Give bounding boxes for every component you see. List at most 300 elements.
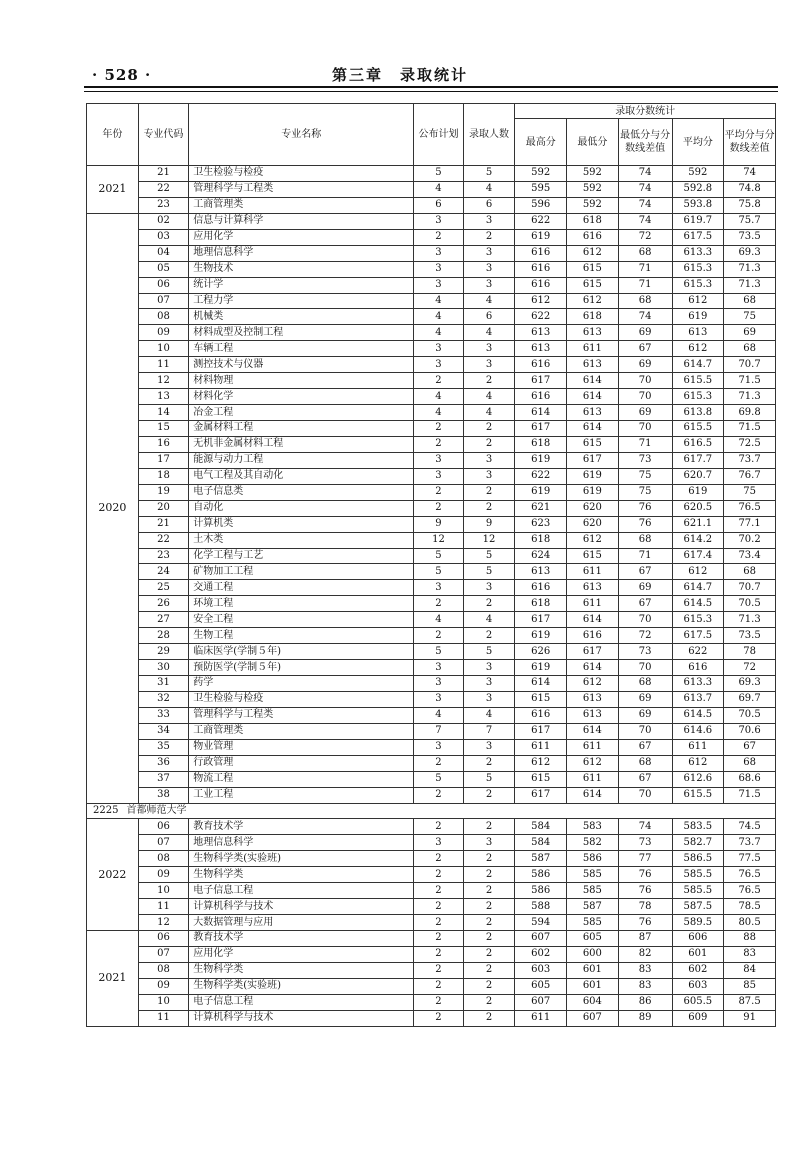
code-cell: 05 <box>138 261 189 277</box>
plan-cell: 2 <box>414 373 464 389</box>
major-cell: 电子信息类 <box>189 484 414 500</box>
max-cell: 616 <box>515 261 567 277</box>
plan-cell: 3 <box>414 341 464 357</box>
max-cell: 619 <box>515 452 567 468</box>
table-row <box>87 851 776 867</box>
plan-cell: 2 <box>414 421 464 437</box>
table-row <box>87 468 776 484</box>
min-cell: 586 <box>567 851 619 867</box>
avg-cell: 611 <box>672 739 724 755</box>
plan-cell: 3 <box>414 660 464 676</box>
max-cell: 587 <box>515 851 567 867</box>
admitted-cell: 2 <box>463 978 515 994</box>
admitted-cell: 2 <box>463 596 515 612</box>
admitted-cell: 12 <box>463 532 515 548</box>
plan-cell: 2 <box>414 1010 464 1026</box>
code-cell: 23 <box>138 548 189 564</box>
max-cell: 596 <box>515 197 567 213</box>
avg-cell: 585.5 <box>672 867 724 883</box>
avg-diff-cell: 91 <box>724 1010 776 1026</box>
major-cell: 机械类 <box>189 309 414 325</box>
min-diff-cell: 69 <box>618 325 672 341</box>
code-cell: 06 <box>138 819 189 835</box>
min-diff-cell: 70 <box>618 373 672 389</box>
min-cell: 611 <box>567 564 619 580</box>
min-diff-cell: 83 <box>618 978 672 994</box>
avg-cell: 619 <box>672 484 724 500</box>
plan-cell: 2 <box>414 436 464 452</box>
min-diff-cell: 76 <box>618 915 672 931</box>
plan-cell: 3 <box>414 277 464 293</box>
min-cell: 617 <box>567 644 619 660</box>
admitted-cell: 3 <box>463 739 515 755</box>
min-diff-cell: 74 <box>618 819 672 835</box>
max-cell: 619 <box>515 628 567 644</box>
avg-diff-cell: 68 <box>724 293 776 309</box>
major-cell: 冶金工程 <box>189 405 414 421</box>
avg-diff-cell: 69.3 <box>724 245 776 261</box>
admitted-cell: 4 <box>463 612 515 628</box>
min-cell: 614 <box>567 373 619 389</box>
avg-diff-cell: 76.7 <box>724 468 776 484</box>
major-cell: 安全工程 <box>189 612 414 628</box>
admitted-cell: 2 <box>463 962 515 978</box>
major-cell: 教育技术学 <box>189 931 414 947</box>
avg-diff-cell: 76.5 <box>724 500 776 516</box>
major-cell: 土木类 <box>189 532 414 548</box>
min-diff-cell: 73 <box>618 452 672 468</box>
admitted-cell: 2 <box>463 819 515 835</box>
avg-diff-cell: 68.6 <box>724 771 776 787</box>
max-cell: 595 <box>515 181 567 197</box>
avg-diff-cell: 70.2 <box>724 532 776 548</box>
institution-name: 首都师范大学 <box>126 804 187 816</box>
plan-cell: 7 <box>414 723 464 739</box>
min-cell: 611 <box>567 739 619 755</box>
major-cell: 卫生检验与检疫 <box>189 691 414 707</box>
table-row <box>87 660 776 676</box>
min-diff-cell: 70 <box>618 421 672 437</box>
admitted-cell: 2 <box>463 421 515 437</box>
code-cell: 15 <box>138 421 189 437</box>
max-cell: 616 <box>515 389 567 405</box>
admitted-cell: 3 <box>463 580 515 596</box>
min-cell: 618 <box>567 309 619 325</box>
avg-cell: 616.5 <box>672 436 724 452</box>
plan-cell: 4 <box>414 181 464 197</box>
avg-diff-cell: 71.3 <box>724 277 776 293</box>
avg-cell: 614.7 <box>672 580 724 596</box>
max-cell: 622 <box>515 468 567 484</box>
avg-cell: 612 <box>672 755 724 771</box>
major-cell: 工商管理类 <box>189 197 414 213</box>
plan-cell: 2 <box>414 883 464 899</box>
major-cell: 工程力学 <box>189 293 414 309</box>
min-diff-cell: 72 <box>618 628 672 644</box>
max-cell: 594 <box>515 915 567 931</box>
min-diff-cell: 68 <box>618 755 672 771</box>
admitted-cell: 6 <box>463 197 515 213</box>
table-row <box>87 484 776 500</box>
avg-diff-cell: 71.3 <box>724 612 776 628</box>
avg-cell: 587.5 <box>672 899 724 915</box>
table-row <box>87 978 776 994</box>
min-diff-cell: 73 <box>618 835 672 851</box>
plan-cell: 5 <box>414 771 464 787</box>
min-diff-cell: 83 <box>618 962 672 978</box>
avg-cell: 615.5 <box>672 787 724 803</box>
code-cell: 13 <box>138 389 189 405</box>
avg-cell: 622 <box>672 644 724 660</box>
table-row <box>87 819 776 835</box>
admitted-cell: 5 <box>463 564 515 580</box>
plan-cell: 2 <box>414 787 464 803</box>
major-cell: 自动化 <box>189 500 414 516</box>
min-diff-cell: 70 <box>618 660 672 676</box>
avg-cell: 602 <box>672 962 724 978</box>
avg-cell: 620.7 <box>672 468 724 484</box>
header-rule-thin <box>84 91 778 92</box>
plan-cell: 4 <box>414 405 464 421</box>
max-cell: 607 <box>515 994 567 1010</box>
max-cell: 619 <box>515 484 567 500</box>
table-row <box>87 946 776 962</box>
table-row <box>87 325 776 341</box>
institution-cell <box>87 803 776 819</box>
plan-cell: 2 <box>414 915 464 931</box>
code-cell: 11 <box>138 357 189 373</box>
table-row <box>87 277 776 293</box>
min-cell: 612 <box>567 293 619 309</box>
min-diff-cell: 67 <box>618 596 672 612</box>
admitted-cell: 2 <box>463 883 515 899</box>
code-cell: 09 <box>138 325 189 341</box>
max-cell: 615 <box>515 691 567 707</box>
major-cell: 行政管理 <box>189 755 414 771</box>
min-cell: 612 <box>567 532 619 548</box>
admitted-cell: 3 <box>463 468 515 484</box>
table-row <box>87 516 776 532</box>
min-diff-cell: 69 <box>618 691 672 707</box>
major-cell: 临床医学(学制５年) <box>189 644 414 660</box>
code-cell: 20 <box>138 500 189 516</box>
admitted-cell: 4 <box>463 389 515 405</box>
min-cell: 614 <box>567 660 619 676</box>
plan-cell: 2 <box>414 851 464 867</box>
min-diff-cell: 74 <box>618 213 672 229</box>
code-cell: 34 <box>138 723 189 739</box>
min-diff-cell: 71 <box>618 548 672 564</box>
header-year: 年份 <box>87 104 139 166</box>
avg-diff-cell: 76.5 <box>724 883 776 899</box>
plan-cell: 4 <box>414 389 464 405</box>
avg-diff-cell: 73.7 <box>724 452 776 468</box>
min-cell: 619 <box>567 468 619 484</box>
code-cell: 12 <box>138 373 189 389</box>
plan-cell: 3 <box>414 468 464 484</box>
code-cell: 14 <box>138 405 189 421</box>
avg-diff-cell: 70.5 <box>724 707 776 723</box>
code-cell: 08 <box>138 851 189 867</box>
code-cell: 32 <box>138 691 189 707</box>
max-cell: 584 <box>515 835 567 851</box>
avg-diff-cell: 77.1 <box>724 516 776 532</box>
min-cell: 615 <box>567 261 619 277</box>
code-cell: 35 <box>138 739 189 755</box>
plan-cell: 4 <box>414 309 464 325</box>
code-cell: 11 <box>138 899 189 915</box>
avg-cell: 617.7 <box>672 452 724 468</box>
avg-cell: 592.8 <box>672 181 724 197</box>
avg-diff-cell: 77.5 <box>724 851 776 867</box>
admitted-cell: 2 <box>463 500 515 516</box>
min-diff-cell: 73 <box>618 644 672 660</box>
admitted-cell: 2 <box>463 628 515 644</box>
min-diff-cell: 67 <box>618 739 672 755</box>
admission-stats-table <box>86 103 776 1027</box>
avg-diff-cell: 69.7 <box>724 691 776 707</box>
plan-cell: 6 <box>414 197 464 213</box>
major-cell: 生物科学类 <box>189 962 414 978</box>
min-diff-cell: 89 <box>618 1010 672 1026</box>
institution-code: 2225 <box>93 804 119 816</box>
admitted-cell: 2 <box>463 755 515 771</box>
major-cell: 计算机科学与技术 <box>189 899 414 915</box>
min-cell: 615 <box>567 436 619 452</box>
plan-cell: 3 <box>414 835 464 851</box>
major-cell: 管理科学与工程类 <box>189 181 414 197</box>
table-row <box>87 436 776 452</box>
min-diff-cell: 71 <box>618 436 672 452</box>
max-cell: 592 <box>515 166 567 182</box>
year-cell: 2020 <box>87 213 139 803</box>
admitted-cell: 2 <box>463 851 515 867</box>
avg-diff-cell: 68 <box>724 564 776 580</box>
min-cell: 605 <box>567 931 619 947</box>
min-cell: 613 <box>567 707 619 723</box>
avg-diff-cell: 68 <box>724 341 776 357</box>
max-cell: 612 <box>515 755 567 771</box>
max-cell: 614 <box>515 676 567 692</box>
min-cell: 585 <box>567 915 619 931</box>
avg-cell: 615.3 <box>672 277 724 293</box>
code-cell: 11 <box>138 1010 189 1026</box>
avg-diff-cell: 85 <box>724 978 776 994</box>
table-row <box>87 580 776 596</box>
avg-cell: 612 <box>672 341 724 357</box>
max-cell: 619 <box>515 229 567 245</box>
min-cell: 600 <box>567 946 619 962</box>
plan-cell: 2 <box>414 962 464 978</box>
admitted-cell: 2 <box>463 436 515 452</box>
code-cell: 09 <box>138 978 189 994</box>
max-cell: 611 <box>515 739 567 755</box>
major-cell: 电气工程及其自动化 <box>189 468 414 484</box>
max-cell: 607 <box>515 931 567 947</box>
code-cell: 10 <box>138 341 189 357</box>
max-cell: 624 <box>515 548 567 564</box>
avg-cell: 619.7 <box>672 213 724 229</box>
code-cell: 24 <box>138 564 189 580</box>
min-cell: 616 <box>567 229 619 245</box>
avg-cell: 614.2 <box>672 532 724 548</box>
plan-cell: 5 <box>414 564 464 580</box>
max-cell: 619 <box>515 660 567 676</box>
avg-cell: 589.5 <box>672 915 724 931</box>
min-diff-cell: 86 <box>618 994 672 1010</box>
table-row <box>87 245 776 261</box>
major-cell: 卫生检验与检疫 <box>189 166 414 182</box>
plan-cell: 2 <box>414 596 464 612</box>
min-cell: 614 <box>567 421 619 437</box>
major-cell: 生物科学类(实验班) <box>189 851 414 867</box>
major-cell: 工业工程 <box>189 787 414 803</box>
avg-cell: 613.3 <box>672 245 724 261</box>
plan-cell: 3 <box>414 213 464 229</box>
major-cell: 地理信息科学 <box>189 245 414 261</box>
major-cell: 物流工程 <box>189 771 414 787</box>
major-cell: 计算机类 <box>189 516 414 532</box>
major-cell: 材料物理 <box>189 373 414 389</box>
avg-diff-cell: 71.3 <box>724 261 776 277</box>
code-cell: 06 <box>138 931 189 947</box>
min-cell: 592 <box>567 181 619 197</box>
max-cell: 616 <box>515 245 567 261</box>
min-diff-cell: 74 <box>618 309 672 325</box>
admitted-cell: 5 <box>463 166 515 182</box>
major-cell: 生物科学类 <box>189 867 414 883</box>
admitted-cell: 2 <box>463 915 515 931</box>
major-cell: 测控技术与仪器 <box>189 357 414 373</box>
avg-cell: 615.5 <box>672 421 724 437</box>
code-cell: 27 <box>138 612 189 628</box>
plan-cell: 4 <box>414 707 464 723</box>
plan-cell: 5 <box>414 166 464 182</box>
avg-cell: 593.8 <box>672 197 724 213</box>
avg-cell: 613.8 <box>672 405 724 421</box>
admitted-cell: 2 <box>463 1010 515 1026</box>
year-cell: 2022 <box>87 819 139 931</box>
max-cell: 616 <box>515 357 567 373</box>
max-cell: 617 <box>515 787 567 803</box>
table-row <box>87 452 776 468</box>
min-diff-cell: 69 <box>618 707 672 723</box>
major-cell: 材料化学 <box>189 389 414 405</box>
avg-cell: 614.7 <box>672 357 724 373</box>
min-diff-cell: 76 <box>618 883 672 899</box>
code-cell: 03 <box>138 229 189 245</box>
major-cell: 管理科学与工程类 <box>189 707 414 723</box>
avg-diff-cell: 72.5 <box>724 436 776 452</box>
avg-cell: 583.5 <box>672 819 724 835</box>
avg-diff-cell: 70.6 <box>724 723 776 739</box>
major-cell: 教育技术学 <box>189 819 414 835</box>
admitted-cell: 7 <box>463 723 515 739</box>
avg-diff-cell: 73.5 <box>724 628 776 644</box>
header-code: 专业代码 <box>138 104 189 166</box>
plan-cell: 2 <box>414 819 464 835</box>
major-cell: 化学工程与工艺 <box>189 548 414 564</box>
header-max: 最高分 <box>515 119 567 166</box>
min-diff-cell: 75 <box>618 484 672 500</box>
min-cell: 614 <box>567 612 619 628</box>
code-cell: 22 <box>138 181 189 197</box>
code-cell: 19 <box>138 484 189 500</box>
table-row <box>87 213 776 229</box>
plan-cell: 2 <box>414 628 464 644</box>
max-cell: 614 <box>515 405 567 421</box>
code-cell: 16 <box>138 436 189 452</box>
code-cell: 07 <box>138 835 189 851</box>
avg-cell: 615.3 <box>672 261 724 277</box>
avg-cell: 585.5 <box>672 883 724 899</box>
code-cell: 12 <box>138 915 189 931</box>
admitted-cell: 3 <box>463 660 515 676</box>
plan-cell: 2 <box>414 978 464 994</box>
max-cell: 618 <box>515 532 567 548</box>
plan-cell: 3 <box>414 357 464 373</box>
max-cell: 588 <box>515 899 567 915</box>
avg-diff-cell: 69 <box>724 325 776 341</box>
table-row <box>87 421 776 437</box>
min-cell: 587 <box>567 899 619 915</box>
table-row <box>87 899 776 915</box>
min-cell: 585 <box>567 883 619 899</box>
min-diff-cell: 70 <box>618 389 672 405</box>
plan-cell: 2 <box>414 500 464 516</box>
max-cell: 584 <box>515 819 567 835</box>
min-cell: 613 <box>567 357 619 373</box>
code-cell: 07 <box>138 946 189 962</box>
avg-diff-cell: 70.7 <box>724 357 776 373</box>
avg-diff-cell: 80.5 <box>724 915 776 931</box>
avg-cell: 620.5 <box>672 500 724 516</box>
max-cell: 621 <box>515 500 567 516</box>
code-cell: 21 <box>138 516 189 532</box>
min-cell: 616 <box>567 628 619 644</box>
min-diff-cell: 69 <box>618 405 672 421</box>
table-row <box>87 739 776 755</box>
table-row <box>87 867 776 883</box>
major-cell: 金属材料工程 <box>189 421 414 437</box>
table-row <box>87 994 776 1010</box>
max-cell: 605 <box>515 978 567 994</box>
avg-cell: 603 <box>672 978 724 994</box>
avg-cell: 615.5 <box>672 373 724 389</box>
plan-cell: 5 <box>414 548 464 564</box>
code-cell: 33 <box>138 707 189 723</box>
max-cell: 611 <box>515 1010 567 1026</box>
min-diff-cell: 70 <box>618 723 672 739</box>
min-diff-cell: 87 <box>618 931 672 947</box>
plan-cell: 4 <box>414 293 464 309</box>
max-cell: 617 <box>515 723 567 739</box>
table-row <box>87 962 776 978</box>
major-cell: 无机非金属材料工程 <box>189 436 414 452</box>
avg-diff-cell: 71.5 <box>724 421 776 437</box>
table-row <box>87 771 776 787</box>
max-cell: 626 <box>515 644 567 660</box>
admitted-cell: 9 <box>463 516 515 532</box>
avg-cell: 614.5 <box>672 596 724 612</box>
year-cell: 2021 <box>87 166 139 214</box>
admitted-cell: 5 <box>463 644 515 660</box>
min-cell: 612 <box>567 245 619 261</box>
max-cell: 612 <box>515 293 567 309</box>
plan-cell: 9 <box>414 516 464 532</box>
min-diff-cell: 76 <box>618 500 672 516</box>
header-major: 专业名称 <box>189 104 414 166</box>
